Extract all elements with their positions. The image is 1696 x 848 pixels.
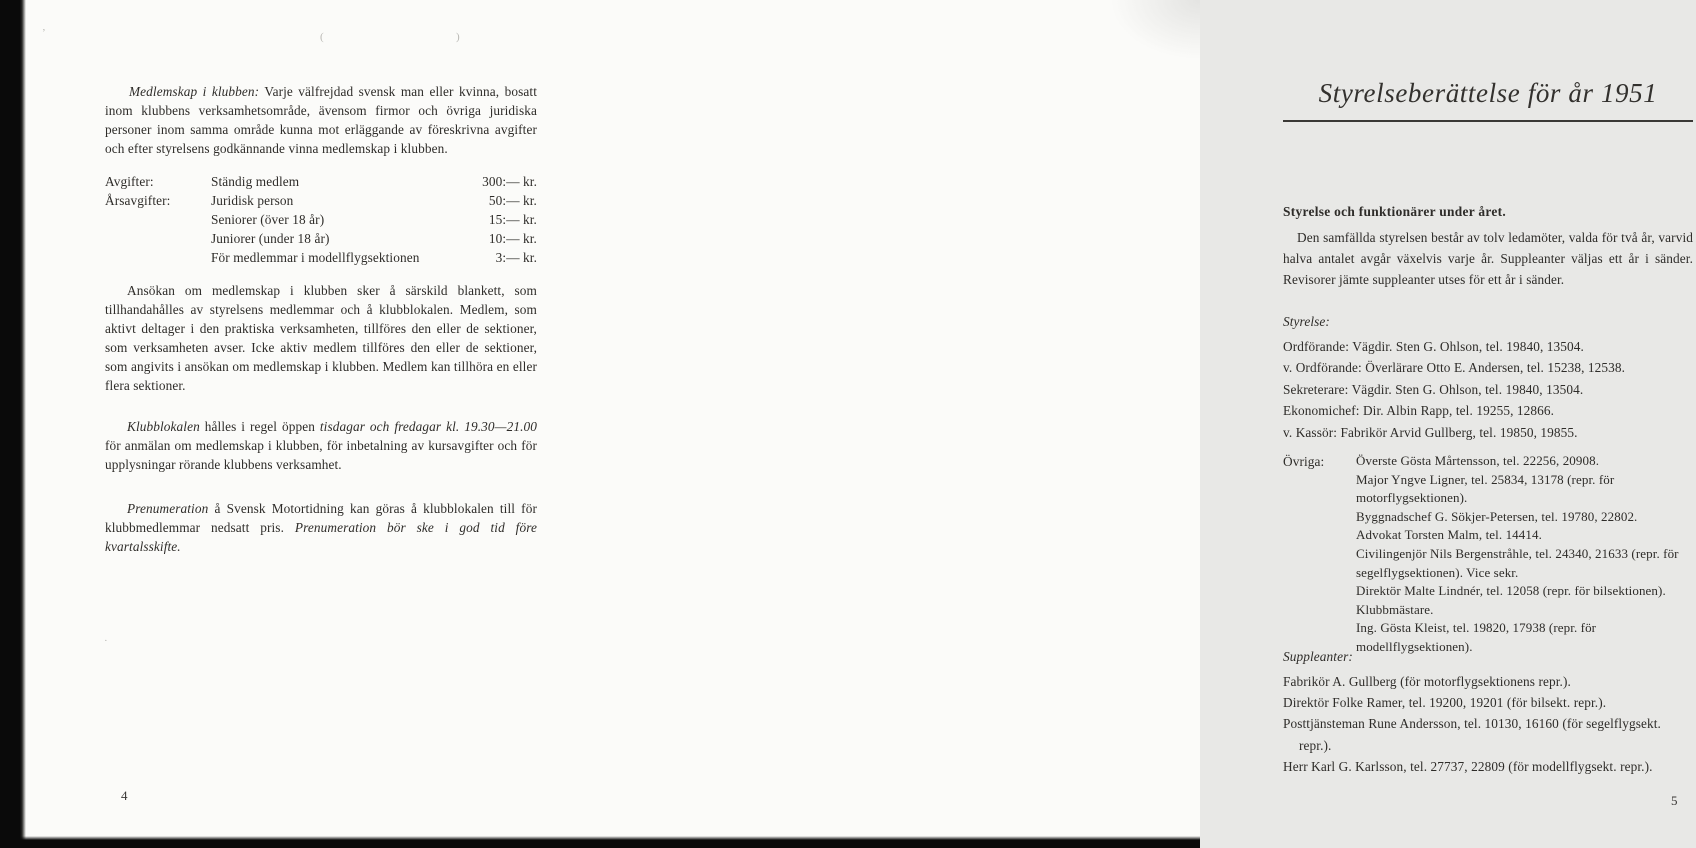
fee-price: 10:— kr. bbox=[488, 231, 537, 247]
membership-paragraph bbox=[105, 83, 537, 158]
scan-speck: ) bbox=[456, 31, 460, 43]
ovriga-entry: Byggnadschef G. Sökjer-Petersen, tel. 19780, 22802. bbox=[1356, 508, 1638, 524]
subscription-lead: Prenumeration bbox=[127, 501, 209, 517]
fee-label: Årsavgifter: bbox=[105, 193, 171, 209]
subscription-paragraph bbox=[105, 499, 537, 556]
styrelse-row: Ekonomichef: Dir. Albin Rapp, tel. 19255, 12866. bbox=[1283, 403, 1555, 419]
styrelse-list bbox=[1283, 336, 1693, 443]
ovriga-entry: Major Yngve Ligner, tel. 25834, 13178 (repr. för motorflygsektionen). bbox=[1356, 471, 1615, 506]
ovriga-entry: Advokat Torsten Malm, tel. 14414. bbox=[1356, 527, 1542, 543]
fee-label bbox=[105, 248, 211, 267]
fee-row bbox=[105, 229, 537, 248]
ovriga-entry: Civilingenjör Nils Bergenstråhle, tel. 24340, 21633 (repr. för segelflygsektionen). Vice sekr. bbox=[1356, 545, 1679, 580]
clubroom-hours: tisdagar och fredagar kl. 19.30—21.00 bbox=[319, 419, 537, 435]
suppleanter-list bbox=[1283, 671, 1693, 777]
suppleanter-label: Suppleanter: bbox=[1283, 649, 1353, 664]
styrelse-label: Styrelse: bbox=[1283, 314, 1330, 329]
fee-label: Avgifter: bbox=[105, 174, 154, 189]
styrelse-row: v. Ordförande: Överlärare Otto E. Andersen, tel. 15238, 12538. bbox=[1283, 360, 1626, 376]
fee-item: För medlemmar i modellflygsektionen bbox=[211, 250, 420, 266]
membership-paragraph-body: Varje välfrejdad svensk man eller kvinna, bosatt inom klubbens verksamhetsområde, ävensom firmor och övriga juridiska personer inom samma område kunna mot erläggande av föreskrivna avgifter och efter styrelsens godkännande vinna medlemskap i klubben. bbox=[105, 84, 537, 156]
section-heading: Styrelse och funktionärer under året. bbox=[1283, 204, 1506, 219]
fee-label bbox=[105, 210, 211, 229]
suppleanter-entry: Fabrikör A. Gullberg (för motorflygsektionens repr.). bbox=[1283, 674, 1571, 689]
fees-table bbox=[105, 172, 537, 267]
styrelse-row: Sekreterare: Vägdir. Sten G. Ohlson, tel. 19840, 13504. bbox=[1283, 381, 1584, 397]
suppleanter-entry: Direktör Folke Ramer, tel. 19200, 19201 (för bilsekt. repr.). bbox=[1283, 695, 1607, 711]
title-rule bbox=[1283, 120, 1693, 122]
membership-paragraph-lead: Medlemskap i klubben: bbox=[129, 84, 260, 100]
fee-row bbox=[105, 248, 537, 267]
fee-row bbox=[105, 172, 537, 191]
subscription-text: å Svensk Motortidning kan göras å klubblokalen till för klubbmedlemmar nedsatt pris. bbox=[105, 501, 537, 536]
subscription-note: Prenumeration bör ske i god tid före kvartalsskifte. bbox=[105, 520, 537, 555]
styrelse-row: Ordförande: Vägdir. Sten G. Ohlson, tel. 19840, 13504. bbox=[1283, 339, 1584, 354]
fee-price: 300:— kr. bbox=[482, 174, 537, 189]
chapter-title: Styrelseberättelse för år 1951 bbox=[1318, 78, 1658, 108]
fee-item: Juniorer (under 18 år) bbox=[211, 231, 330, 247]
ovriga-label: Övriga: bbox=[1283, 454, 1325, 469]
fee-label bbox=[105, 229, 211, 248]
suppleanter-entry: Posttjänsteman Rune Andersson, tel. 10130, 16160 (för segelflygsekt. repr.). bbox=[1283, 716, 1661, 753]
styrelse-row: v. Kassör: Fabrikör Arvid Gullberg, tel. 19850, 19855. bbox=[1283, 424, 1578, 440]
left-page bbox=[0, 0, 600, 848]
ovriga-entry: Överste Gösta Mårtensson, tel. 22256, 20908. bbox=[1356, 453, 1600, 468]
scan-speck: · bbox=[104, 635, 108, 647]
clubroom-paragraph bbox=[105, 417, 537, 474]
fee-price: 3:— kr. bbox=[495, 250, 537, 266]
scan-speck: ’ bbox=[42, 27, 46, 39]
scan-speck: ( bbox=[320, 31, 324, 43]
intro-paragraph: Den samfällda styrelsen består av tolv ledamöter, valda för två år, varvid halva antalet avgår växelvis varje år. Suppleanter väljas ett år i sänder. Revisorer jämte suppleanter utses för ett år i sänder. bbox=[1283, 230, 1693, 287]
fee-row bbox=[105, 210, 537, 229]
fee-price: 15:— kr. bbox=[488, 212, 537, 228]
right-page bbox=[600, 0, 1693, 848]
page-number-right: 5 bbox=[1671, 793, 1678, 808]
ovriga-block bbox=[1283, 452, 1693, 657]
clubroom-text: hålles i regel öppen bbox=[199, 419, 320, 435]
clubroom-text: för anmälan om medlemskap i klubben, för inbetalning av kursavgifter och för upplysningar rörande klubbens verksamhet. bbox=[105, 438, 537, 473]
fee-item: Ständig medlem bbox=[211, 174, 300, 189]
suppleanter-entry: Herr Karl G. Karlsson, tel. 27737, 22809 (för modellflygsekt. repr.). bbox=[1283, 758, 1653, 774]
fee-row bbox=[105, 191, 537, 210]
ovriga-entry: Ing. Gösta Kleist, tel. 19820, 17938 (repr. för modellflygsektionen). bbox=[1356, 620, 1597, 654]
ovriga-entry: Direktör Malte Lindnér, tel. 12058 (repr. för bilsektionen). Klubbmästare. bbox=[1356, 583, 1666, 617]
fee-price: 50:— kr. bbox=[488, 193, 537, 209]
application-paragraph: Ansökan om medlemskap i klubben sker å särskild blankett, som tillhandahålles av styrelsens medlemmar och å klubblokalen. Medlem, som aktivt deltager i den praktiska verksamheten, tillföres den eller de sektioner, som verksamheten avser. Icke aktiv medlem tillföres den eller de sektioner, som angivits i ansökan om medlemskap i klubben. Medlem kan tillhöra en eller flera sektioner. bbox=[105, 283, 537, 394]
ovriga-list bbox=[1356, 452, 1696, 657]
fee-item: Seniorer (över 18 år) bbox=[211, 212, 325, 228]
clubroom-lead: Klubblokalen bbox=[127, 419, 200, 435]
fee-item: Juridisk person bbox=[211, 193, 294, 209]
page-number-left: 4 bbox=[121, 788, 128, 803]
